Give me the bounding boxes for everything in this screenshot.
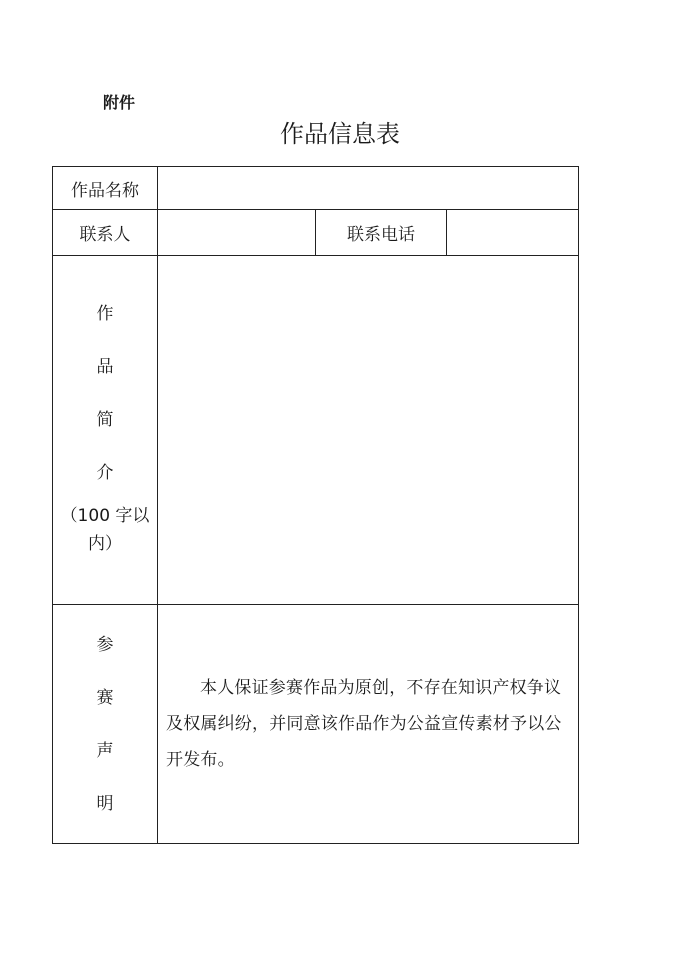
intro-row bbox=[53, 256, 579, 605]
intro-field[interactable] bbox=[158, 256, 579, 605]
declaration-label-char: 声 bbox=[96, 740, 114, 761]
work-name-field[interactable] bbox=[158, 167, 579, 210]
phone-field[interactable] bbox=[447, 210, 579, 256]
intro-label-char: 品 bbox=[96, 356, 114, 377]
declaration-label bbox=[53, 605, 158, 844]
intro-label bbox=[53, 256, 158, 605]
intro-word-limit-note: （100 字以内） bbox=[60, 505, 150, 554]
intro-label-char: 简 bbox=[96, 409, 114, 430]
contact-field[interactable] bbox=[158, 210, 316, 256]
phone-label: 联系电话 bbox=[316, 210, 447, 256]
declaration-cell bbox=[158, 605, 579, 844]
contact-label: 联系人 bbox=[53, 210, 158, 256]
declaration-label-char: 赛 bbox=[96, 687, 114, 708]
attachment-label: 附件 bbox=[103, 93, 136, 112]
declaration-row bbox=[53, 605, 579, 844]
work-info-table bbox=[52, 166, 579, 844]
work-name-label: 作品名称 bbox=[53, 167, 158, 210]
declaration-label-char: 参 bbox=[96, 634, 114, 655]
page-title: 作品信息表 bbox=[280, 120, 400, 148]
intro-label-char: 介 bbox=[96, 462, 114, 483]
contact-row bbox=[53, 210, 579, 256]
work-name-row bbox=[53, 167, 579, 210]
declaration-label-char: 明 bbox=[96, 793, 114, 814]
declaration-text: 本人保证参赛作品为原创，不存在知识产权争议及权属纠纷，并同意该作品作为公益宣传素材予以公开发布。 bbox=[166, 678, 562, 770]
intro-label-char: 作 bbox=[96, 303, 114, 324]
